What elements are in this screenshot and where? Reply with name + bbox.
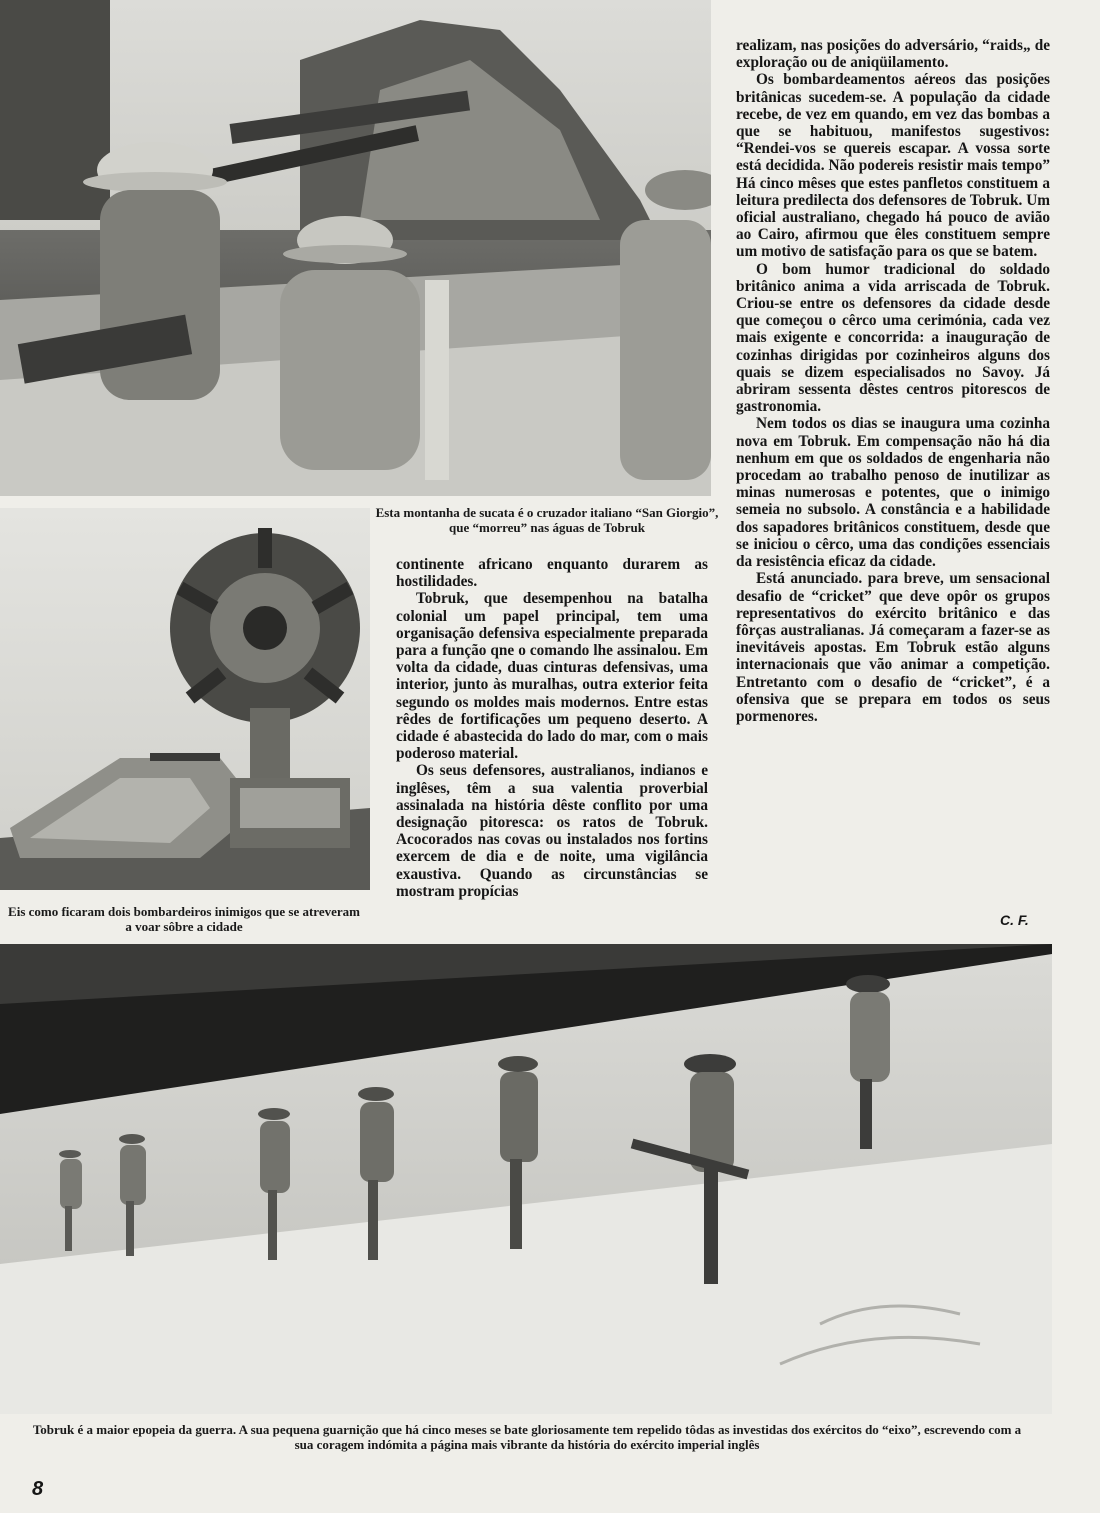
right-paragraph: realizam, nas posições do adversário, “raids„ de exploração ou de aniqüilamento. — [736, 37, 1050, 72]
ship-caption: Esta montanha de sucata é o cruzador italiano “San Giorgio”, que “morreu” nas águas de Tobruk — [375, 505, 719, 535]
middle-paragraph: Tobruk, que desempenhou na batalha colonial um papel principal, tem uma organisação defensiva especialmente preparada para a função qne o comando lhe assinalou. Em volta da cidade, duas cinturas defensivas, uma interior, junto às muralhas, outra exterior feita segundo os moldes mais modernos. Entre estas rêdes de fortificações um pequeno deserto. A cidade é abastecida do lado do mar, com o mais poderoso material. — [396, 590, 708, 763]
right-paragraph: Nem todos os dias se inaugura uma cozinha nova em Tobruk. Em compensação não há dia nenhum em que os soldados de engenharia não procedam ao trabalho penoso de inutilizar as minas numerosas e potentes, que o inimigo semeia no subsolo. A constância e a habilidade dos sapadores britânicos constituem, desde que se iniciou o cêrco, uma das condições essenciais da resistência eficaz da cidade. — [736, 415, 1050, 571]
right-paragraph: O bom humor tradicional do soldado britânico anima a vida arriscada de Tobruk. Criou-se entre os defensores da cidade desde que começou o cêrco uma cerimónia, cada vez mais exigente e concorrida: a inauguração de cozinhas dirigidas por cozinheiros alguns dos quais se dizem especialisados no Savoy. Já abriram sessenta dêstes centros pitorescos de gastronomia. — [736, 260, 1050, 416]
middle-paragraph: Os seus defensores, australianos, indianos e inglêses, têm a sua valentia proverbial assinalada na história dêste conflito por uma designação pitoresca: os ratos de Tobruk. Acocorados nas covas ou instalados nos fortins exercem de dia e de noite, uma vigilância exaustiva. Quando as circunstâncias se mostram propícias — [396, 762, 708, 900]
bombers-wreck-photo — [0, 508, 370, 890]
right-paragraph: Os bombardeamentos aéreos das posições britânicas sucedem-se. A população da cidade recebe, de vez em quando, em vez das bombas a que se habituou, manifestos sugestivos: “Rendei-vos se quereis escapar. A vossa sorte está decidida. Não podereis resistir mais tempo” Há cinco mêses que estes panfletos constituem a leitura predilecta dos defensores de Tobruk. Um oficial australiano, chegado há pouco de avião ao Cairo, afirmou que êles constituem sempre um motivo de satisfação para os que se batem. — [736, 71, 1050, 261]
page-number: 8 — [32, 1478, 44, 1500]
cruiser-wreck-photo — [0, 0, 711, 496]
middle-column-text — [396, 556, 708, 900]
middle-paragraph: continente africano enquanto durarem as hostilidades. — [396, 556, 708, 591]
soldiers-caption: Tobruk é a maior epopeia da guerra. A sua pequena guarnição que há cinco meses se bate gloriosamente tem repelido tôdas as investidas dos exércitos do “eixo”, escrevendo com a sua coragem indómita a página mais vibrante da história do exército imperial inglês — [32, 1422, 1022, 1452]
author-signature: C. F. — [1000, 912, 1029, 928]
bombers-caption: Eis como ficaram dois bombardeiros inimigos que se atreveram a voar sôbre a cidade — [8, 904, 360, 934]
right-column-text — [736, 37, 1050, 725]
right-paragraph: Está anunciado. para breve, um sensacional desafio de “cricket” que deve opôr os grupos representativos do exército britânico e das fôrças australianas. Já começaram a fazer-se as inevitáveis apostas. Em Tobruk estão alguns internacionais que vão animar a competição. Entretanto com o desafio de “cricket”, é a ofensiva que se prepara em todos os seus pormenores. — [736, 570, 1050, 725]
soldiers-dune-photo — [0, 944, 1052, 1414]
